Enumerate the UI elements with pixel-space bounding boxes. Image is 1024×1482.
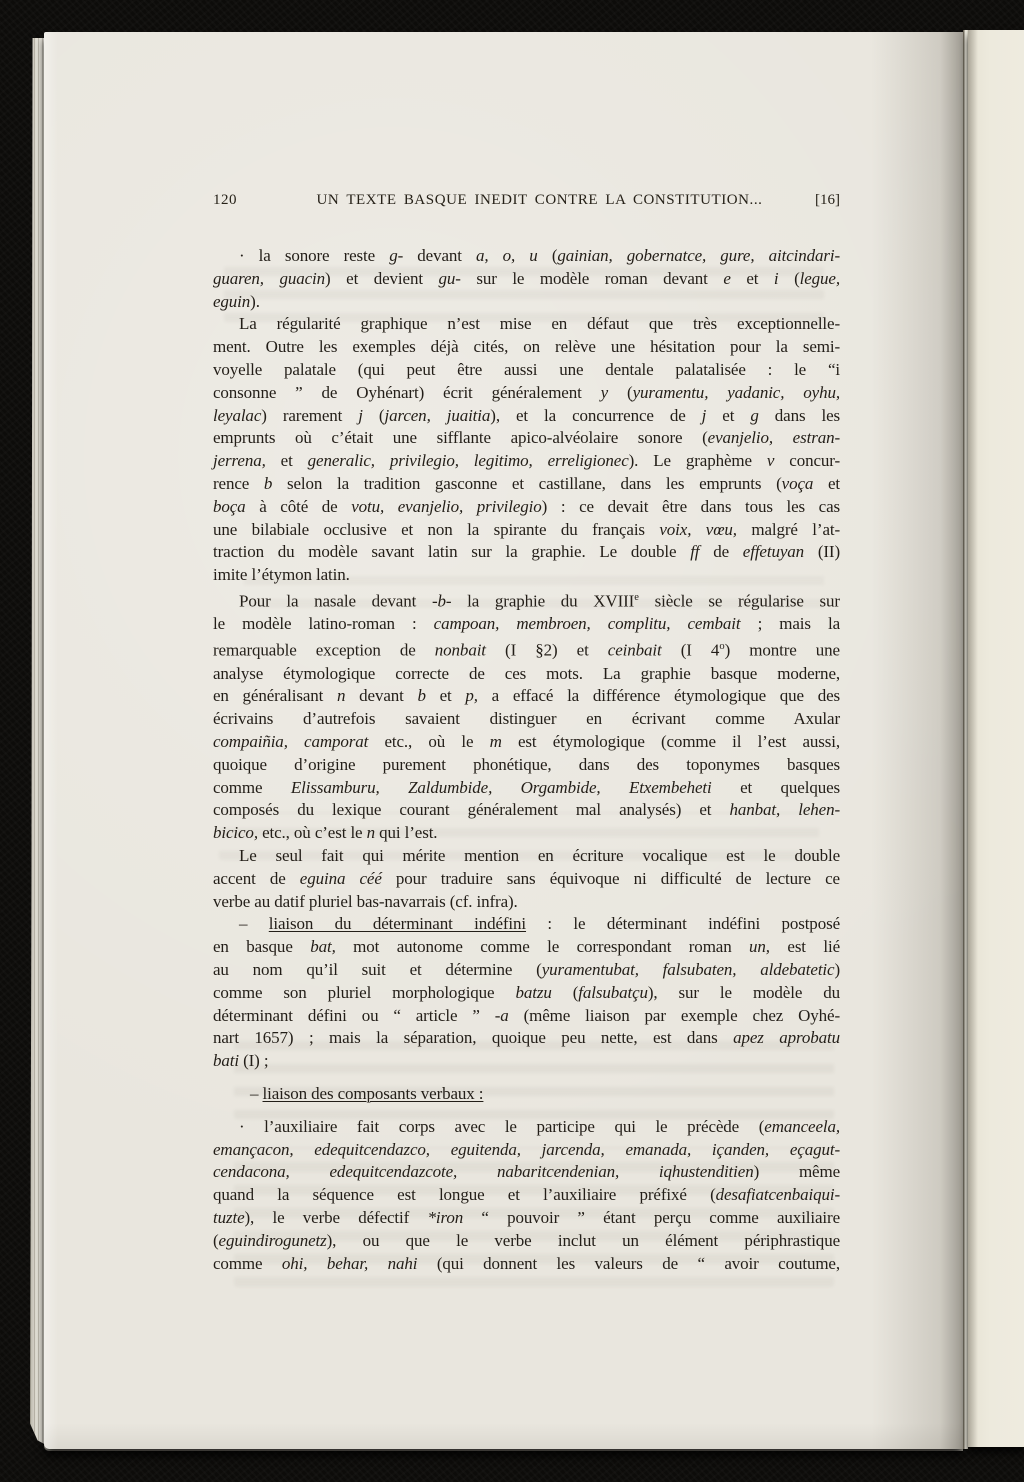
text-line: comme ohi, behar, nahi (qui donnent les valeurs de “ avoir coutume, — [213, 1253, 840, 1273]
paragraph — [213, 313, 840, 587]
book-right-page — [968, 30, 1024, 1447]
text-line: ment. Outre les exemples déjà cités, on relève une hésitation pour la semi- — [213, 337, 840, 357]
page-number: 120 — [213, 192, 237, 208]
text-line: déterminant défini ou “ article ” -a (même liaison par exemple chez Oyhé- — [213, 1005, 840, 1025]
text-line: compaiñia, camporat etc., où le m est étymologique (comme il l’est aussi, — [213, 732, 840, 752]
text-line: leyalac) rarement j (jarcen, juaitia), et la concurrence de j et g dans les — [213, 405, 841, 425]
text-line: jerrena, et generalic, privilegio, legitimo, erreligionec). Le graphème v concur- — [213, 451, 840, 471]
text-line: remarquable exception de nonbait (I §2) et ceinbait (I 4$^o$) montre une — [213, 640, 840, 660]
text-line: · la sonore reste g- devant a, o, u (gainian, gobernatce, gure, aitcindari- — [239, 246, 841, 265]
text-line: nart 1657) ; mais la séparation, quoique peu nette, est dans apez aprobatu — [213, 1028, 840, 1048]
text-line: analyse étymologique correcte de ces mots. La graphie basque moderne, — [213, 663, 840, 683]
text-line: une bilabiale occlusive et non la spirante du français voix, vœu, malgré l’at- — [213, 519, 841, 539]
text-line: Pour la nasale devant -b- la graphie du XVIIIe siècle se régularise sur — [239, 591, 840, 611]
text-line: bicico, etc., où c’est le n qui l’est. — [213, 823, 438, 843]
running-header — [213, 193, 840, 208]
text-line: le modèle latino-roman : campoan, membroen, complitu, cembait ; mais la — [213, 614, 841, 634]
bracket-folio: [16] — [815, 192, 840, 208]
text-line: bati (I) ; — [213, 1051, 269, 1071]
text-line: en généralisant n devant b et p, a effacé la différence étymologique que des — [213, 686, 840, 706]
paragraph — [213, 587, 840, 845]
page-body — [213, 245, 840, 1275]
text-line: accent de eguina céé pour traduire sans équivoque ni difficulté de lecture ce — [213, 868, 840, 888]
text-line: tuzte), le verbe défectif *iron “ pouvoir ” étant perçu comme auxiliaire — [213, 1207, 840, 1227]
text-line: cendacona, edequitcendazcote, nabaritcendenian, iqhustenditien) même — [213, 1162, 840, 1182]
text-line: rence b selon la tradition gasconne et castillane, dans les emprunts (voça et — [213, 473, 840, 493]
paragraph — [213, 1083, 840, 1106]
text-line: au nom qu’il suit et détermine (yuramentubat, falsubaten, aldebatetic) — [213, 960, 840, 980]
text-line: – liaison du déterminant indéfini : le déterminant indéfini postposé — [239, 914, 840, 934]
text-line: (eguindirogunetz), ou que le verbe inclut un élément périphrastique — [213, 1230, 840, 1250]
text-line: emançacon, edequitcendazco, eguitenda, jarcenda, emanada, içanden, eçagut- — [213, 1139, 840, 1159]
text-line: voyelle palatale (qui peut être aussi une dentale palatalisée : le “i — [213, 359, 840, 379]
paragraph — [213, 1116, 840, 1276]
book-left-page — [44, 32, 963, 1449]
text-line: consonne ” de Oyhénart) écrit généralement y (yuramentu, yadanic, oyhu, — [213, 382, 840, 402]
running-title: UN TEXTE BASQUE INEDIT CONTRE LA CONSTITUTION... — [316, 192, 763, 208]
text-line: eguin). — [213, 291, 260, 311]
text-line: comme Elissamburu, Zaldumbide, Orgambide, Etxembeheti et quelques — [213, 777, 840, 797]
paragraph — [213, 245, 840, 313]
text-line: imite l’étymon latin. — [213, 565, 350, 585]
paragraph — [213, 845, 840, 913]
text-line: guaren, guacin) et devient gu- sur le modèle roman devant e et i (legue, — [213, 268, 840, 288]
text-line: Le seul fait qui mérite mention en écriture vocalique est le double — [239, 846, 840, 866]
text-line: – liaison des composants verbaux : — [250, 1084, 484, 1103]
text-line: emprunts où c’était une sifflante apico-alvéolaire sonore (evanjelio, estran- — [213, 428, 840, 448]
paragraph — [213, 913, 840, 1073]
text-line: composés du lexique courant généralement mal analysés) et hanbat, lehen- — [213, 800, 840, 820]
text-line: · l’auxiliaire fait corps avec le participe qui le précède (emanceela, — [239, 1116, 840, 1136]
text-line: traction du modèle savant latin sur la graphie. Le double ff de effetuyan (II) — [213, 542, 840, 562]
text-line: en basque bat, mot autonome comme le correspondant roman un, est lié — [213, 937, 840, 957]
text-line: verbe au datif pluriel bas-navarrais (cf. infra). — [213, 891, 518, 911]
text-line: écrivains d’autrefois savaient distinguer en écrivant comme Axular — [213, 709, 840, 729]
text-line: La régularité graphique n’est mise en défaut que très exceptionnelle- — [239, 314, 840, 334]
text-line: quand la séquence est longue et l’auxiliaire préfixé (desafiatcenbaiqui- — [213, 1185, 840, 1205]
text-line: quoique d’origine purement phonétique, dans des toponymes basques — [213, 754, 840, 774]
text-line: comme son pluriel morphologique batzu (falsubatçu), sur le modèle du — [213, 982, 841, 1002]
text-line: boça à côté de votu, evanjelio, privilegio) : ce devait être dans tous les cas — [213, 496, 840, 516]
